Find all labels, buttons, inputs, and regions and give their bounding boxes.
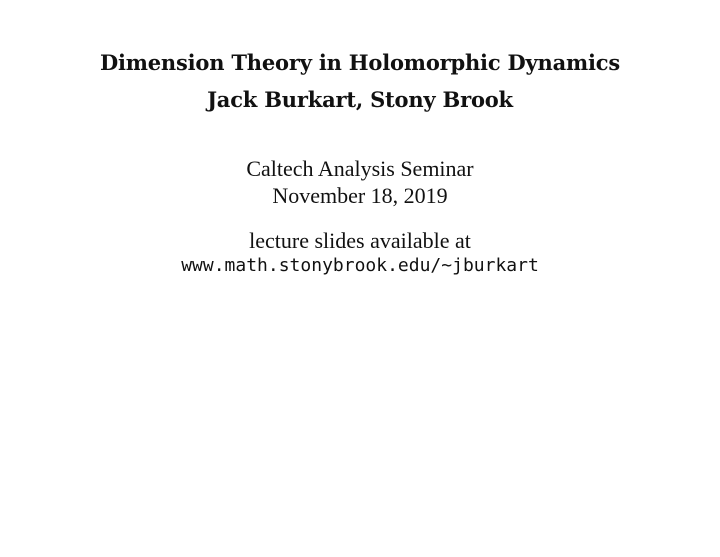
slide-title: Dimension Theory in Holomorphic Dynamics — [99, 50, 621, 75]
slides-url: www.math.stonybrook.edu/~jburkart — [181, 255, 539, 276]
author-line: Jack Burkart, Stony Brook — [207, 87, 513, 112]
slides-availability-note: lecture slides available at — [249, 228, 471, 253]
seminar-date: November 18, 2019 — [272, 183, 448, 208]
seminar-name: Caltech Analysis Seminar — [246, 156, 474, 181]
